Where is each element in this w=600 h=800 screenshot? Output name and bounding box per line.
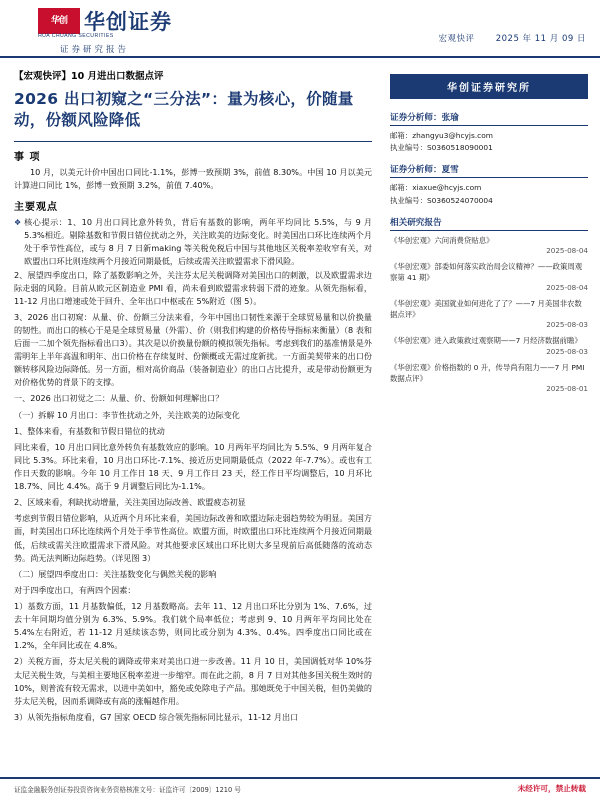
bullet-text: 3、2026 出口初窥：从量、价、份额三分法来看，今年中国出口韧性来源于全球贸易量和以价换量的韧性。而出口的核心于是是全球贸易量（外需）、价（则我们构建的价格传导指标来衡量）（8 表和后面一二加个领先指标看出口3）。其次是以价换量份额的模拟领先指标。考虑到我们的基准情景是外需明年上半年高温和明年、出口价格在存续复时、份额概或无需过度新扰。一方面美契带来的出口份额转移风险边际降低。另一方面，相对高价商品（装备制造业）的出口占比提升，或是带动份额更为对价格优势的背景下的支撑。: [14, 311, 372, 388]
analyst-2-cert-row: [390, 195, 588, 207]
header-doc-type: 宏观快评: [438, 34, 475, 44]
subsection2-heading: （二）展望四季度出口：关注基数变化与偶然关税的影响: [14, 568, 217, 579]
subsection1-2-paragraph: 考虑到节假日错位影响，从近两个月环比来看，美国边际改善和欧盟边际走弱趋势较为明显。美国方面，时美国出口环比连续两个月处于季节性高位。欧盟方面，时欧盟出口环比连续两个月接近同期最低，后续或需关注欧盟需求下滑风险。对其他要求区域出口环比则大多呈现前后高低随落的流动态势。尚无法判断边际趋势。（详见图 3）: [14, 513, 372, 563]
bullet-text: 核心提示：1、10 月出口同比意外转负，背后有基数的影响，两年平均同比 5.5%，与 9 月 5.3%相近。剔除基数和节假日错位扰动之外，关注欧美的边际变化。时美国出口环比连续两个月处于季节性高位，或与 8 月 7 日新making 等关税免税后中国与其他地区关税率差收窄有关，对欧盟出口环比则连续两个月接近同期最低，后续或需关注欧盟需求下滑风险。: [24, 217, 372, 267]
section-heading-event: 事 项: [14, 151, 41, 163]
analyst-2-cert: S0360524070004: [426, 195, 493, 205]
document-header: [0, 0, 600, 58]
main-column: [0, 58, 382, 727]
logo-text: 华创证券: [84, 10, 172, 34]
related-report-title: 《华创宏观》美国就业如何进化了了？——7 月美国非农数据点评》: [390, 299, 582, 320]
analyst-1-name: 证券分析师：张瑜: [390, 111, 588, 126]
related-report-title: 《华创宏观》部委如何落实政治局会议精神？——政策周观察第 41 期》: [390, 261, 583, 283]
section-heading-views: 主要观点: [14, 202, 58, 214]
footer-copyright-note: 未经许可，禁止转载: [517, 784, 586, 793]
document-body: [0, 58, 600, 727]
subsection1-heading: （一）拆解 10 月出口：李节性扰动之外，关注欧美的边际变化: [14, 409, 240, 420]
document-footer: [0, 777, 600, 800]
list-item[interactable]: [390, 235, 588, 255]
bullet-item: [14, 216, 372, 268]
title-divider: [14, 141, 372, 142]
research-institute-banner: 华创证券研究所: [390, 74, 588, 99]
list-item[interactable]: [390, 362, 588, 393]
related-reports-block: [390, 216, 588, 393]
logo-mark-text: 华创: [50, 15, 67, 26]
subsection2-point1: 1）基数方面，11 月基数偏低，12 月基数略高。去年 11、12 月出口环比分别为 1%、7.6%，过去十年同期均值分别为 6.3%、5.9%。我们就个局率低位；考虑到 9、10 月两年平均同比处在 5.4%左右附近，若 11-12 月延续该态势，则同比或分别为 4.3%、0.4%。四季度出口同比或在 1.2%，全年同比或在 4.8%。: [14, 601, 372, 651]
logo-english-name: HUA CHUANG SECURITIES: [38, 33, 114, 39]
event-paragraph: 10 月，以美元计价中国出口同比-1.1%，彭博一致预期 3%，前值 8.30%。中国 10 月以美元计算进口同比 1%，彭博一致预期 3.2%，前值 7.40%。: [14, 166, 372, 190]
related-report-title: 《华创宏观》进入政策救过观察期——7 月经济数据前瞻》: [390, 336, 582, 346]
analyst-1-cert-row: [390, 142, 588, 154]
subsection1-2-heading: 2、区域来看，利缺扰动增量，关注美国边际改善、欧盟疲态初显: [14, 497, 246, 508]
related-report-title: 《华创宏观》价格指数的 0 升，传导尚有阻力——7 月 PMI 数据点评》: [390, 362, 585, 383]
page-title: 2026 出口初窥之“三分法”：量为核心，价随量动，份额风险降低: [14, 90, 354, 129]
related-report-date: 2025-08-01: [546, 383, 588, 393]
subsection2-point2: 2）关税方面，芬太尼关税的调降或带来对美出口进一步改善。11 月 10 日，美国调低对华 10%芬太尼关税生效，与美相主要地区税率差进一步缩窄。而在此之前，8 月 7 日对其他多国关税生效时的 10%，则普流有较无需求，以进中美如中，豁免或免除电子产品。那她既免于中国关税，但仍美做的芬太尼关税，因而系调降或有高的涨幅越作用。: [14, 656, 372, 706]
report-kicker: 【宏观快评】10 月进出口数据点评: [14, 71, 164, 82]
related-report-date: 2025-08-04: [546, 283, 588, 293]
section1-heading: 一、2026 出口初觉之二：从量、价、份额如何理解出口？: [14, 393, 224, 404]
subsection1-1-heading: 1、整体来看，有基数和节假日错位的扰动: [14, 425, 165, 436]
analyst-1-email-label: 邮箱：: [390, 131, 413, 140]
analyst-1-cert: S0360518090001: [426, 143, 493, 153]
analyst-1-email[interactable]: zhangyu3@hcyjs.com: [412, 131, 493, 140]
related-report-date: 2025-08-04: [546, 245, 588, 255]
bullet-marker-icon: ❖: [14, 218, 22, 228]
related-report-date: 2025-08-03: [546, 320, 588, 330]
header-meta: [439, 32, 587, 44]
sidebar-column: [382, 58, 600, 727]
analyst-2-cert-label: 执业编号：: [390, 195, 427, 205]
logo-mark-icon: [38, 8, 80, 34]
analyst-1-cert-label: 执业编号：: [390, 143, 427, 153]
analyst-2-email-label: 邮箱：: [390, 183, 413, 193]
analyst-2-name: 证券分析师：夏雪: [390, 163, 588, 178]
related-report-title: 《华创宏观》六问消费贷贴息》: [390, 235, 494, 245]
analyst-2-email-row: [390, 182, 588, 194]
analyst-2-email[interactable]: xiaxue@hcyjs.com: [412, 183, 482, 193]
analyst-block-1: [390, 111, 588, 154]
bullet-text: 2、展望四季度出口，除了基数影响之外，关注芬太尼关税调降对美国出口的刺激，以及欧盟需求边际走弱的风险。目前从欧元区制造业 PMI 看，尚未看到欧盟需求转弱下滑的迹象。从领先指标看，11-12 月出口增速或处于回升、全年出口中枢或在 5%附近（图 5）。: [14, 269, 372, 306]
analyst-1-email-row: [390, 130, 588, 142]
list-item[interactable]: [390, 261, 588, 292]
list-item[interactable]: [390, 335, 588, 355]
related-reports-heading: 相关研究报告: [390, 216, 588, 231]
footer-disclaimer: 证监金融服务创证券投资咨询业务资格核准文号：证监许可〔2009〕1210 号: [14, 785, 241, 794]
subsection2-point3: 3）从领先指标角度看，G7 国家 OECD 综合领先指标同比显示，11-12 月出口: [14, 711, 299, 722]
brand-logo: [38, 6, 172, 36]
subsection1-1-paragraph: 同比来看，10 月出口同比意外转负有基数效应的影响。10 月两年平均同比为 5.5%、9 月两年复合同比 5.3%。环比来看，10 月出口环比-7.1%、接近历史同期最低点（2022 年-7.7%）。或也有工作日天数的影响。今年 10 月工作日 18 天、9 月工作日 23 天，经工作日平均调整后，10 月环比 18.7%、同比 4.4%。高于 9 月调整后同比为-1.1%。: [14, 441, 372, 492]
related-report-date: 2025-08-03: [546, 346, 588, 356]
logo-subtitle: 证券研究报告: [60, 45, 130, 55]
subsection2-intro: 对于四季度出口，有两四个因素：: [14, 584, 136, 595]
list-item[interactable]: [390, 298, 588, 329]
header-date: 2025 年 11 月 09 日: [495, 34, 586, 44]
analyst-block-2: [390, 163, 588, 206]
